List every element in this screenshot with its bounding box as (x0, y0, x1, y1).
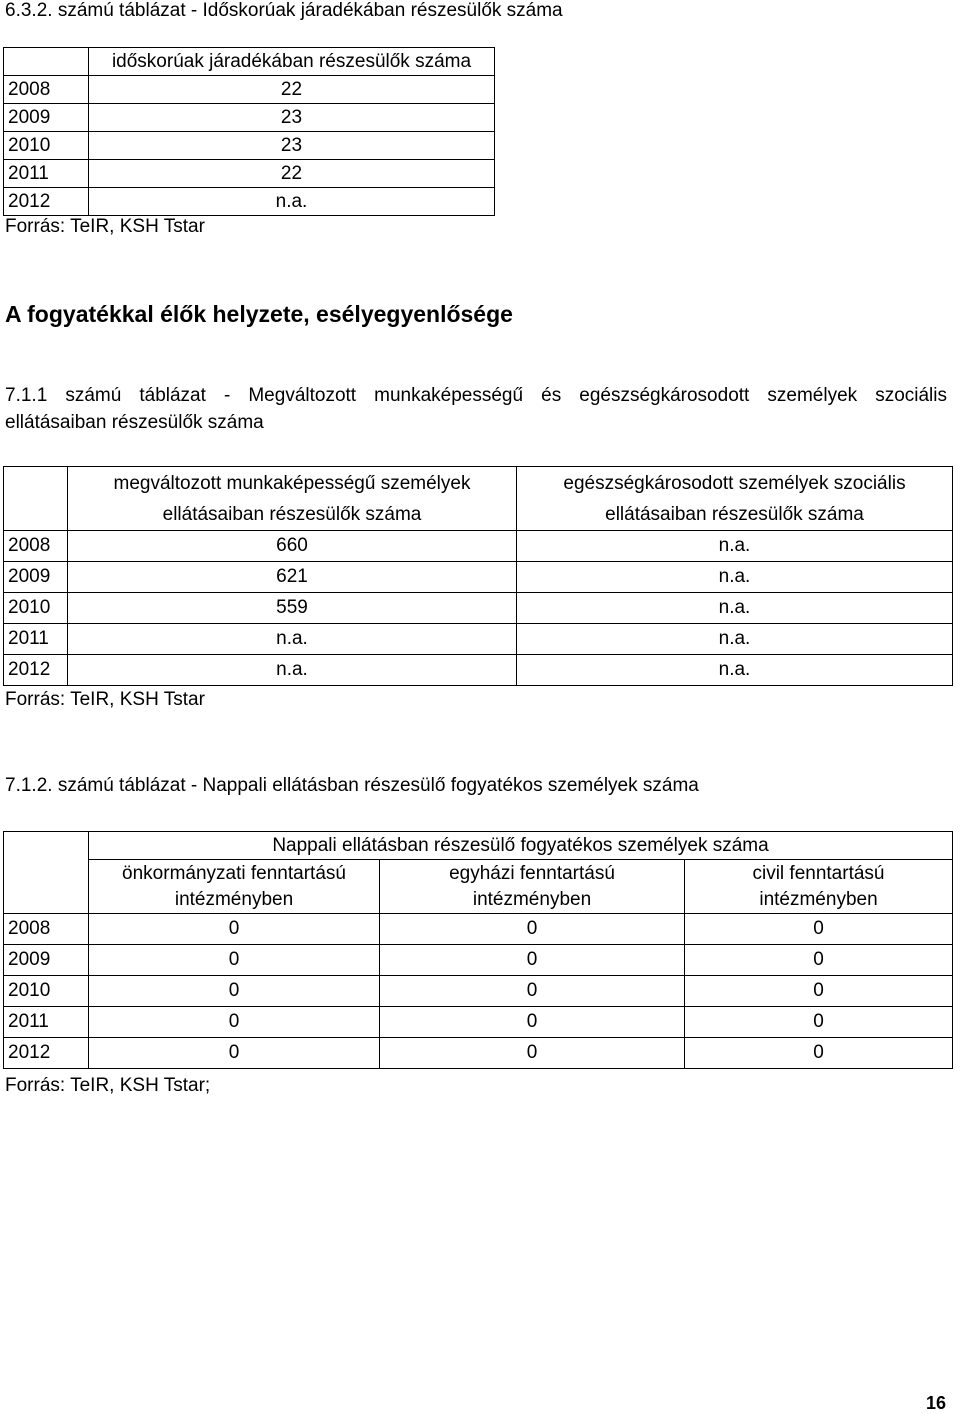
header-line: önkormányzati fenntartású (122, 862, 346, 884)
header-line: egyházi fenntartású (449, 862, 615, 884)
table-row (4, 624, 953, 655)
value-cell: 23 (89, 132, 495, 160)
page-number: 16 (925, 1393, 946, 1413)
year-cell: 2009 (4, 104, 89, 132)
table-header-row (4, 467, 953, 531)
header-line: intézményben (472, 888, 592, 910)
header-line: civil fenntartású (752, 862, 885, 884)
year-cell: 2011 (4, 160, 89, 188)
value-cell: n.a. (517, 624, 953, 655)
header-line: megváltozott munkaképességű személyek (113, 472, 471, 494)
table-row (4, 562, 953, 593)
table-row (4, 188, 495, 216)
value-cell: 0 (685, 945, 953, 976)
header-line: ellátásaiban részesülők száma (605, 503, 864, 525)
value-cell: n.a. (517, 593, 953, 624)
table-header-row (4, 860, 953, 914)
table-7-1-1-caption-line2: ellátásaiban részesülők száma (5, 412, 264, 433)
value-cell: n.a. (89, 188, 495, 216)
table-7-1-1-source: Forrás: TeIR, KSH Tstar (5, 689, 205, 710)
value-cell: 660 (68, 531, 517, 562)
value-cell: 621 (68, 562, 517, 593)
table-row (4, 531, 953, 562)
year-cell: 2008 (4, 914, 89, 945)
table-column-header (68, 467, 517, 531)
value-cell: 0 (380, 945, 685, 976)
table-row (4, 132, 495, 160)
value-cell: 0 (380, 1007, 685, 1038)
value-cell: 0 (685, 1007, 953, 1038)
value-cell: 0 (89, 976, 380, 1007)
value-cell: n.a. (68, 624, 517, 655)
table-6-3-2 (3, 47, 495, 216)
value-cell: 22 (89, 76, 495, 104)
table-6-3-2-caption: 6.3.2. számú táblázat - Időskorúak járadékában részesülők száma (5, 0, 563, 21)
value-cell: 0 (89, 945, 380, 976)
value-cell: 0 (685, 914, 953, 945)
table-column-header (380, 860, 685, 914)
year-cell: 2009 (4, 562, 68, 593)
table-column-header (517, 467, 953, 531)
year-cell: 2012 (4, 655, 68, 686)
value-cell: 0 (89, 1038, 380, 1069)
header-line: egészségkárosodott személyek szociális (563, 472, 906, 494)
table-header-row (4, 48, 495, 76)
year-cell: 2010 (4, 593, 68, 624)
value-cell: 0 (380, 914, 685, 945)
year-cell: 2011 (4, 624, 68, 655)
value-cell: n.a. (517, 531, 953, 562)
table-row (4, 976, 953, 1007)
value-cell: 0 (685, 976, 953, 1007)
table-corner-cell (4, 832, 89, 914)
value-cell: n.a. (517, 655, 953, 686)
header-line: ellátásaiban részesülők száma (162, 503, 422, 525)
year-cell: 2009 (4, 945, 89, 976)
table-row (4, 104, 495, 132)
table-super-header: Nappali ellátásban részesülő fogyatékos személyek száma (89, 832, 953, 860)
value-cell: 559 (68, 593, 517, 624)
value-cell: n.a. (68, 655, 517, 686)
table-row (4, 945, 953, 976)
header-line: intézményben (174, 888, 294, 910)
table-column-header (89, 860, 380, 914)
table-column-header: időskorúak járadékában részesülők száma (89, 48, 495, 76)
table-7-1-1-caption-line1: 7.1.1 számú táblázat - Megváltozott munkaképességű és egészségkárosodott személyek szociális (5, 385, 947, 406)
value-cell: 23 (89, 104, 495, 132)
table-row (4, 76, 495, 104)
year-cell: 2010 (4, 976, 89, 1007)
value-cell: 0 (89, 914, 380, 945)
year-cell: 2012 (4, 1038, 89, 1069)
value-cell: 0 (89, 1007, 380, 1038)
header-line: intézményben (759, 888, 878, 910)
value-cell: 22 (89, 160, 495, 188)
year-cell: 2010 (4, 132, 89, 160)
table-row (4, 914, 953, 945)
year-cell: 2012 (4, 188, 89, 216)
year-cell: 2008 (4, 531, 68, 562)
table-6-3-2-source: Forrás: TeIR, KSH Tstar (5, 216, 205, 237)
value-cell: 0 (380, 1038, 685, 1069)
table-7-1-2-caption: 7.1.2. számú táblázat - Nappali ellátásban részesülő fogyatékos személyek száma (5, 775, 699, 796)
value-cell: 0 (380, 976, 685, 1007)
table-7-1-1 (3, 466, 953, 686)
table-super-header-row (4, 832, 953, 860)
table-row (4, 1038, 953, 1069)
table-7-1-2-source: Forrás: TeIR, KSH Tstar; (5, 1075, 211, 1096)
table-corner-cell (4, 467, 68, 531)
table-column-header (685, 860, 953, 914)
value-cell: n.a. (517, 562, 953, 593)
table-row (4, 1007, 953, 1038)
year-cell: 2011 (4, 1007, 89, 1038)
table-row (4, 593, 953, 624)
table-row (4, 655, 953, 686)
table-corner-cell (4, 48, 89, 76)
value-cell: 0 (685, 1038, 953, 1069)
table-row (4, 160, 495, 188)
year-cell: 2008 (4, 76, 89, 104)
section-heading: A fogyatékkal élők helyzete, esélyegyenlősége (5, 301, 513, 327)
table-7-1-2 (3, 831, 953, 1069)
